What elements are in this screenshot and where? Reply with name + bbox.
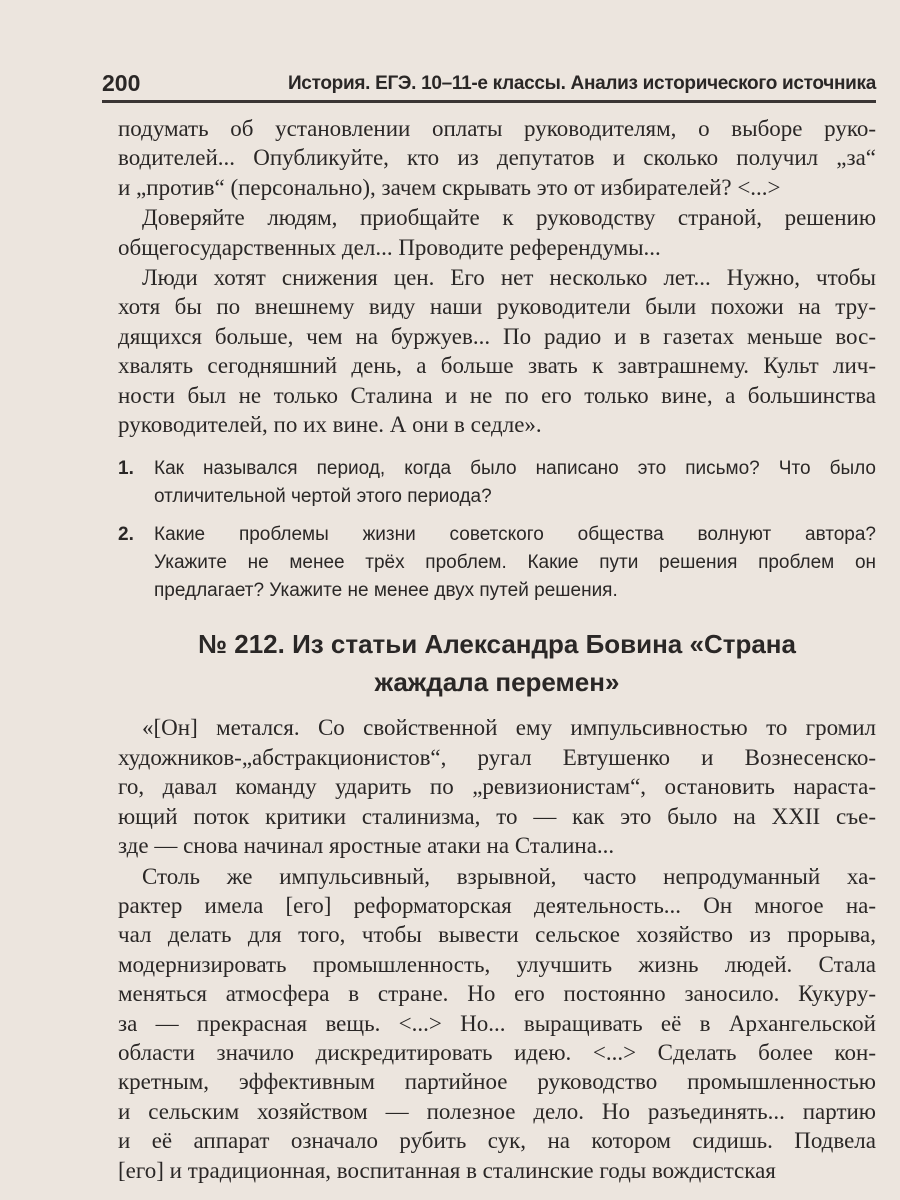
text-line: ности был не только Сталина и не по его только вине, а большинства xyxy=(118,382,876,408)
text-line: за — прекрасная вещь. <...> Но... выращивать её в Архангельской xyxy=(118,1010,876,1036)
text-line: кретным, эффективным партийное руководство промышленностью xyxy=(118,1069,876,1095)
question-line: предлагает? Укажите не менее двух путей решения. xyxy=(154,580,618,602)
text-line: рактер имела [его] реформаторская деятельность... Он многое на- xyxy=(118,892,876,918)
section-heading-line: жаждала перемен» xyxy=(374,667,620,698)
text-line: хотя бы по внешнему виду наши руководители были похожи на тру- xyxy=(118,294,876,320)
text-line: го, давал команду ударить по „ревизионистам“, остановить нараста- xyxy=(118,774,876,800)
question-line: Как назывался период, когда было написано это письмо? Что было xyxy=(154,458,876,480)
text-line: Столь же импульсивный, взрывной, часто непродуманный ха- xyxy=(142,863,876,889)
paragraph xyxy=(118,203,876,262)
question-line: отличительной чертой этого периода? xyxy=(154,486,492,508)
paragraph xyxy=(118,862,876,1185)
paragraph xyxy=(118,713,876,860)
text-line: [его] и традиционная, воспитанная в сталинские годы вождистская xyxy=(118,1157,776,1183)
question-line: Укажите не менее трёх проблем. Какие пути решения проблем он xyxy=(154,552,876,574)
text-line: модернизировать промышленность, улучшить жизнь людей. Стала xyxy=(118,951,876,977)
page-number: 200 xyxy=(102,70,141,96)
text-line: художников-„абстракционистов“, ругал Евтушенко и Вознесенско- xyxy=(118,744,876,770)
text-line: ющий поток критики сталинизма, то — как это было на XXII съе- xyxy=(118,803,876,829)
text-block-bottom xyxy=(118,713,876,1185)
running-title: История. ЕГЭ. 10–11-е классы. Анализ исторического источника xyxy=(287,73,876,94)
text-line: общегосударственных дел... Проводите референдумы... xyxy=(118,234,661,260)
paragraph xyxy=(118,263,876,439)
text-line: и сельским хозяйством — полезное дело. Но разъединять... партию xyxy=(118,1098,876,1124)
question-line: Какие проблемы жизни советского общества волнуют автора? xyxy=(154,524,876,546)
question-item xyxy=(118,521,876,605)
question-number: 2. xyxy=(118,524,134,546)
text-line: зде — снова начинал яростные атаки на Сталина... xyxy=(118,833,615,859)
text-line: чал делать для того, чтобы вывести сельское хозяйство из прорыва, xyxy=(118,922,876,948)
page-body xyxy=(118,114,876,1186)
question-number: 1. xyxy=(118,458,134,480)
running-header xyxy=(102,70,876,103)
question-item xyxy=(118,455,876,511)
paragraph xyxy=(118,114,876,202)
text-line: области значило дискредитировать идею. <...> Сделать более кон- xyxy=(118,1039,876,1065)
text-line: и „против“ (персонально), зачем скрывать это от избирателей? <...> xyxy=(118,174,781,200)
text-line: подумать об установлении оплаты руководителям, о выборе руко- xyxy=(118,116,876,141)
questions-list xyxy=(118,455,876,605)
text-line: Доверяйте людям, приобщайте к руководству страной, решению xyxy=(142,205,876,231)
text-block-top xyxy=(118,114,876,439)
text-line: водителей... Опубликуйте, кто из депутатов и сколько получил „за“ xyxy=(118,145,876,171)
text-line: хвалять сегодняшний день, а больше звать к завтрашнему. Культ лич- xyxy=(118,353,876,379)
text-line: дящихся больше, чем на буржуев... По радио и в газетах меньше вос- xyxy=(118,323,876,349)
text-line: меняться атмосфера в стране. Но его постоянно заносило. Кукуру- xyxy=(118,981,876,1007)
section-heading xyxy=(118,625,876,701)
text-line: «[Он] метался. Со свойственной ему импульсивностью то громил xyxy=(142,715,876,741)
text-line: Люди хотят снижения цен. Его нет несколько лет... Нужно, чтобы xyxy=(142,265,876,291)
section-heading-line: № 212. Из статьи Александра Бовина «Страна xyxy=(198,629,796,660)
text-line: руководителей, по их вине. А они в седле». xyxy=(118,412,542,438)
text-line: и её аппарат означало рубить сук, на котором сидишь. Подвела xyxy=(118,1128,876,1154)
